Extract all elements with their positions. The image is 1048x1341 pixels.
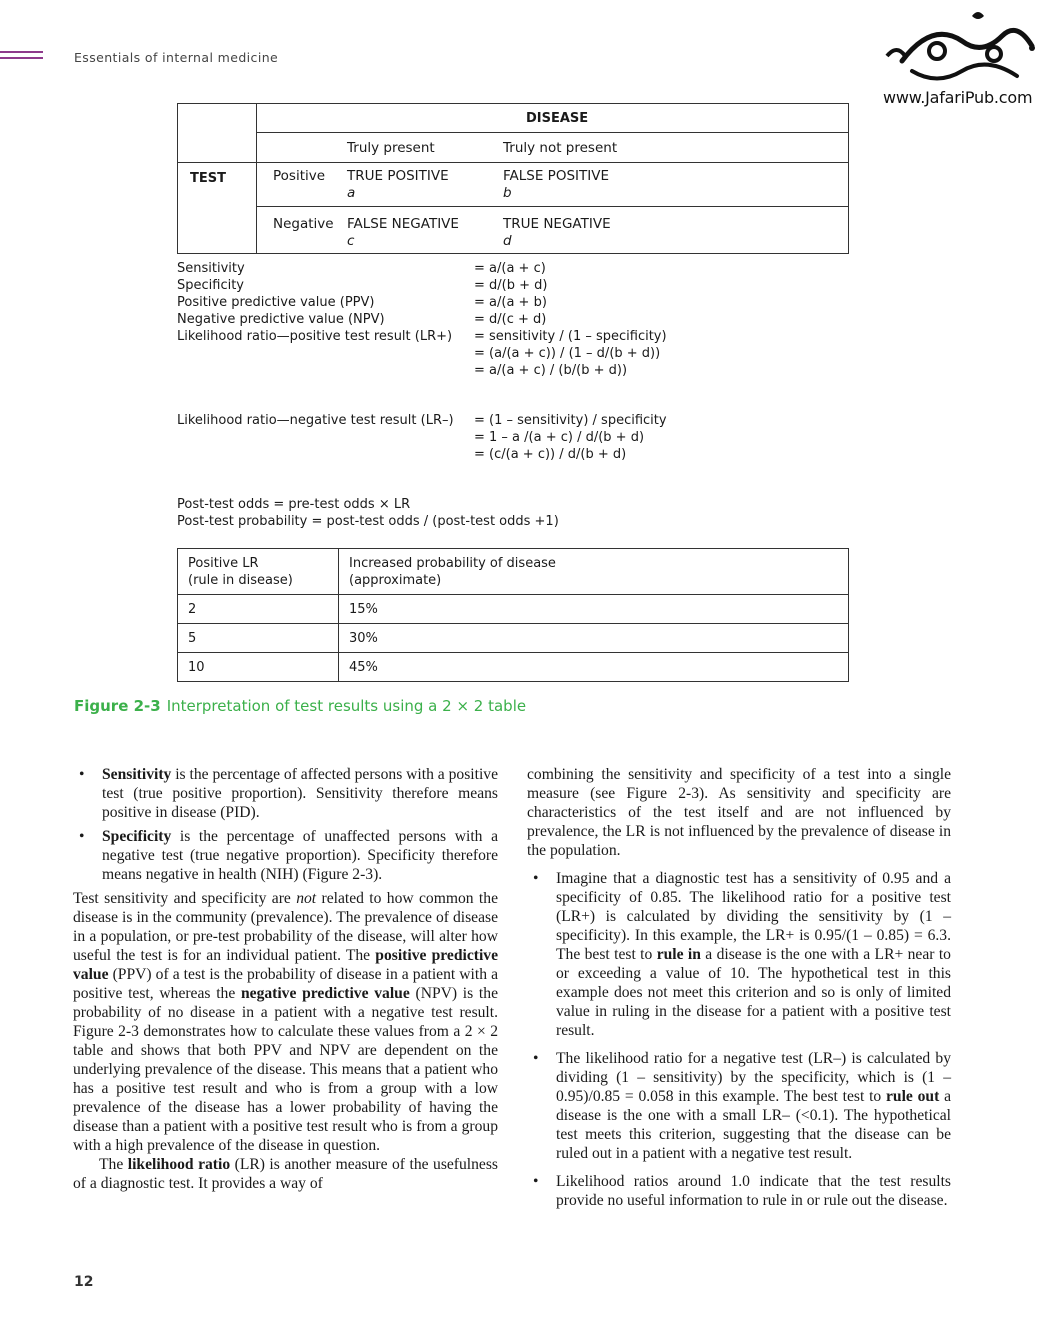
cell-true-positive: TRUE POSITIVE	[347, 168, 449, 184]
test-label: TEST	[190, 171, 226, 186]
cell-b: b	[503, 185, 512, 201]
formula-label: Likelihood ratio—positive test result (LR+)	[177, 329, 453, 344]
paragraph-likelihood-ratio	[73, 1155, 498, 1193]
header-text: (rule in disease)	[188, 572, 293, 588]
lr-value: 2	[178, 595, 339, 624]
disease-label: DISEASE	[526, 111, 589, 126]
header-text: Positive LR	[188, 555, 259, 571]
text: (PPV) of a test is the probability of disease in a patient with a positive test, whereas the	[73, 966, 498, 1002]
probability-value: 30%	[339, 624, 849, 653]
formula-expr: = a/(a + b)	[474, 295, 547, 310]
formula-label: Specificity	[177, 278, 244, 293]
text: The	[99, 1156, 128, 1173]
bullet-lr-positive	[527, 869, 951, 1040]
post-test-probability: Post-test probability = post-test odds / (post-test odds +1)	[177, 514, 559, 529]
figure-caption	[74, 697, 526, 715]
text: (LR) is another measure of the usefulness of a diagnostic test. It provides a way of	[73, 1156, 498, 1192]
bullet-lr-one: • Likelihood ratios around 1.0 indicate that the test results provide no useful information to rule in or rule out the disease.	[527, 1172, 951, 1210]
header-text: Increased probability of disease	[349, 555, 556, 571]
formula-expr: = d/(b + d)	[474, 278, 548, 293]
col-truly-present: Truly present	[347, 140, 435, 156]
figure-caption-label: Figure 2-3	[74, 697, 161, 715]
formula-expr: = a/(a + c)	[474, 261, 546, 276]
publisher-logo	[882, 6, 1042, 88]
formula-expr: = (1 – sensitivity) / specificity	[474, 413, 667, 428]
bullet-text: is the percentage of unaffected persons with a negative test (true negative proportion). Specificity therefore means negative in health (NIH) (Figure 2-3).	[102, 828, 498, 883]
text: a disease is the one with a LR+ near to or exceeding a value of 10. The hypothetical test in this example does not meet this criterion and so is only of limited value in ruling in the disease for a patient with a positive test result.	[556, 946, 951, 1039]
bullet-lr-negative	[527, 1049, 951, 1163]
cell-a: a	[347, 185, 356, 201]
table-divider	[178, 162, 848, 163]
term-ppv: positive predictive value	[73, 947, 498, 983]
term-sensitivity: Sensitivity	[102, 766, 172, 783]
probability-value: 45%	[339, 653, 849, 682]
term-likelihood-ratio: likelihood ratio	[127, 1156, 231, 1173]
publisher-url: www.JafariPub.com	[883, 88, 1033, 107]
table-row	[178, 595, 849, 624]
formula-label: Sensitivity	[177, 261, 245, 276]
formula-expr: = a/(a + c) / (b/(b + d))	[474, 363, 628, 378]
term-npv: negative predictive value	[240, 985, 410, 1002]
emphasis-not: not	[296, 890, 317, 907]
table-header-row	[178, 549, 849, 595]
text: a disease is the one with a small LR– (<0.1). The hypothetical test meets this criterion, suggesting that the disease can be ruled out in a patient with a negative test result.	[556, 1088, 951, 1162]
formula-expr: = 1 – a /(a + c) / d/(b + d)	[474, 430, 645, 445]
row-positive-label: Positive	[273, 168, 326, 184]
left-column	[73, 765, 498, 1193]
table-divider	[256, 132, 848, 133]
table-row	[178, 624, 849, 653]
cell-d: d	[503, 233, 512, 249]
text: The likelihood ratio for a negative test (LR–) is calculated by dividing (1 – sensitivity) by the specificity, which is (1 – 0.95)/0.85 = 0.058 in this example. The best test to	[556, 1050, 951, 1105]
text: Imagine that a diagnostic test has a sensitivity of 0.95 and a specificity of 0.85. The likelihood ratio for a positive test (LR+) is calculated by dividing the sensitivity by (1 – specificity). In this example, the LR+ is 0.95/(1 – 0.85) = 6.3. The best test to	[556, 870, 951, 963]
text: Test sensitivity and specificity are	[73, 890, 297, 907]
text: (NPV) is the probability of no disease in a patient with a negative test result. Figure 2-3 demonstrates how to calculate these values from a 2 × 2 table and shows that both PPV and NPV are dependent on the underlying prevalence of the disease. This means that a patient who has a positive test result and who is from a group with a low prevalence of the disease has a lower probability of having the disease than a patient with a positive test result who is from a group with a high prevalence of the disease in question.	[73, 985, 498, 1154]
table-row	[178, 653, 849, 682]
page-number: 12	[74, 1274, 94, 1290]
cell-false-positive: FALSE POSITIVE	[503, 168, 609, 184]
lr-value: 10	[178, 653, 339, 682]
lr-probability-table	[177, 548, 849, 682]
paragraph-prevalence	[73, 889, 498, 1155]
formula-label: Positive predictive value (PPV)	[177, 295, 375, 310]
row-negative-label: Negative	[273, 216, 334, 232]
post-test-odds: Post-test odds = pre-test odds × LR	[177, 497, 411, 512]
cell-c: c	[347, 233, 355, 249]
cell-false-negative: FALSE NEGATIVE	[347, 216, 459, 232]
formula-label: Negative predictive value (NPV)	[177, 312, 385, 327]
bullet-specificity	[73, 827, 498, 884]
text: related to how common the disease is in the community (prevalence). The prevalence of disease in a population, or pre-test probability of the disease, will alter how useful the test is for an individual patient. The	[73, 890, 498, 964]
probability-value: 15%	[339, 595, 849, 624]
formula-expr: = sensitivity / (1 – specificity)	[474, 329, 667, 344]
bullet-sensitivity	[73, 765, 498, 822]
header-text: (approximate)	[349, 572, 442, 588]
col-truly-not-present: Truly not present	[503, 140, 618, 156]
header-positive-lr	[178, 549, 339, 595]
figure-caption-text: Interpretation of test results using a 2 × 2 table	[166, 697, 527, 715]
term-specificity: Specificity	[102, 828, 172, 845]
formula-label: Likelihood ratio—negative test result (LR–)	[177, 413, 454, 428]
formula-expr: = d/(c + d)	[474, 312, 547, 327]
term-rule-out: rule out	[886, 1088, 940, 1105]
header-probability	[339, 549, 849, 595]
bullet-text: is the percentage of affected persons with a positive test (true positive proportion). Sensitivity therefore means positive in disease (PID).	[102, 766, 498, 821]
paragraph-combining: combining the sensitivity and specificity of a test into a single measure (see Figure 2-3). As sensitivity and specificity are characteristics of the test itself and are not influenced by prevalence, the LR is not influenced by the prevalence of disease in the population.	[527, 766, 951, 859]
running-head: Essentials of internal medicine	[74, 50, 279, 65]
term-rule-in: rule in	[656, 946, 701, 963]
right-column	[527, 765, 951, 1210]
header-accent-lines	[0, 51, 43, 63]
cell-true-negative: TRUE NEGATIVE	[503, 216, 611, 232]
lr-value: 5	[178, 624, 339, 653]
formula-expr: = (c/(a + c)) / d/(b + d)	[474, 447, 627, 462]
table-divider	[256, 206, 848, 207]
formula-expr: = (a/(a + c)) / (1 – d/(b + d))	[474, 346, 661, 361]
table-divider	[256, 104, 257, 253]
